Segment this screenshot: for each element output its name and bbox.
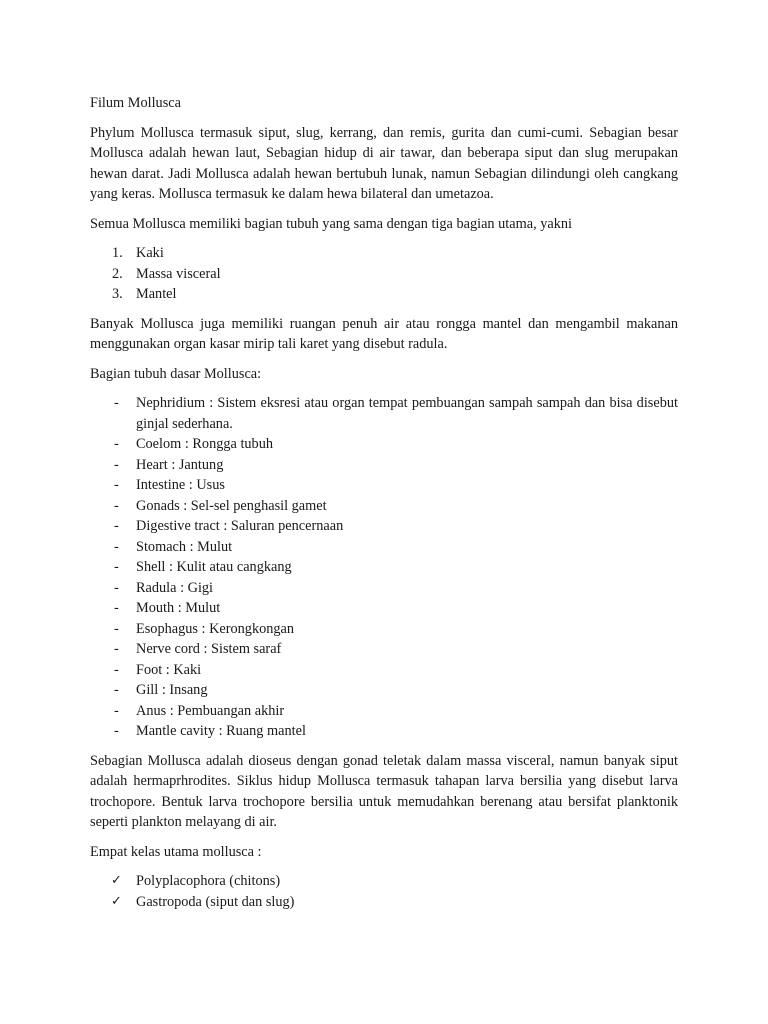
dash-bullet: - [114,723,119,739]
list-item-text: Foot : Kaki [136,661,202,678]
list-item-text: Gonads : Sel-sel penghasil gamet [136,497,327,514]
check-icon: ✓ [111,873,122,888]
main-parts-list [90,243,678,305]
list-item-text: Mantel [136,286,177,302]
list-item-text: Shell : Kulit atau cangkang [136,559,292,575]
list-item [90,598,678,619]
document-page [90,93,678,912]
list-item [90,871,678,892]
check-icon: ✓ [111,893,122,909]
paragraph-classes-heading: Empat kelas utama mollusca : [90,843,262,860]
list-item-text: Polyplacophora (chitons) [136,873,281,889]
list-item-text: Nerve cord : Sistem saraf [136,641,282,657]
dash-bullet: - [114,395,119,411]
paragraph-basic-parts-heading: Bagian tubuh dasar Mollusca: [90,365,262,382]
list-item [90,455,678,476]
dash-bullet: - [114,661,119,678]
dash-bullet: - [114,579,119,596]
list-item-text: Radula : Gigi [136,579,214,596]
list-item [90,434,678,455]
list-item-text: Nephridium : Sistem eksresi atau organ tempat pembuangan sampah sampah dan bisa disebut ginjal sederhana. [136,395,678,432]
dash-bullet: - [114,436,119,452]
dash-bullet: - [114,456,119,473]
document-title: Filum Mollusca [90,95,181,111]
list-item [90,892,678,913]
list-item [90,619,678,640]
list-item-text: Gastropoda (siput dan slug) [136,893,295,910]
list-item [90,557,678,578]
list-item-text: Esophagus : Kerongkongan [136,620,295,637]
list-item-text: Kaki [136,245,164,261]
list-number: 2. [112,265,123,282]
list-item-text: Digestive tract : Saluran pencernaan [136,518,344,534]
dash-bullet: - [114,682,119,698]
list-item-text: Coelom : Rongga tubuh [136,436,274,452]
list-item [90,284,678,305]
list-item-text: Stomach : Mulut [136,538,233,555]
list-item-text: Heart : Jantung [136,456,224,473]
list-item [90,243,678,264]
dash-bullet: - [114,518,119,534]
list-item [90,721,678,742]
list-item [90,578,678,599]
body-parts-list [90,393,678,742]
list-item [90,496,678,517]
list-item [90,537,678,558]
dash-bullet: - [114,641,119,657]
list-item [90,475,678,496]
paragraph-reproduction: Sebagian Mollusca adalah dioseus dengan gonad teletak dalam massa visceral, namun banyak siput adalah hermaprhrodites. Siklus hidup Mollusca termasuk tahapan larva bersilia yang disebut larva trochopore. Bentuk larva trochopore bersilia untuk memudahkan berenang atau bersifat planktonik seperti plankton melayang di air. [90,752,678,830]
list-item-text: Mantle cavity : Ruang mantel [136,723,306,739]
list-item-text: Massa visceral [136,265,221,282]
classes-list [90,871,678,912]
dash-bullet: - [114,497,119,514]
list-item [90,516,678,537]
dash-bullet: - [114,600,119,616]
list-item [90,680,678,701]
paragraph-body-parts-intro: Semua Mollusca memiliki bagian tubuh yang sama dengan tiga bagian utama, yakni [90,215,573,232]
list-item [90,264,678,285]
dash-bullet: - [114,620,119,637]
list-item [90,660,678,681]
list-item [90,701,678,722]
paragraph-intro: Phylum Mollusca termasuk siput, slug, kerrang, dan remis, gurita dan cumi-cumi. Sebagian besar Mollusca adalah hewan laut, Sebagian hidup di air tawar, dan beberapa siput dan slug merupakan hewan darat. Jadi Mollusca adalah hewan bertubuh lunak, namun Sebagian dilindungi oleh cangkang yang keras. Mollusca termasuk ke dalam hewa bilateral dan umetazoa. [90,124,678,202]
list-number: 1. [112,245,123,261]
list-item-text: Intestine : Usus [136,477,225,493]
list-item-text: Mouth : Mulut [136,600,221,616]
list-item-text: Anus : Pembuangan akhir [136,702,285,719]
list-item [90,639,678,660]
list-number: 3. [112,286,123,302]
dash-bullet: - [114,559,119,575]
list-item [90,393,678,434]
paragraph-radula: Banyak Mollusca juga memiliki ruangan penuh air atau rongga mantel dan mengambil makanan menggunakan organ kasar mirip tali karet yang disebut radula. [90,315,678,352]
dash-bullet: - [114,477,119,493]
dash-bullet: - [114,538,119,555]
dash-bullet: - [114,702,119,719]
list-item-text: Gill : Insang [136,682,208,698]
